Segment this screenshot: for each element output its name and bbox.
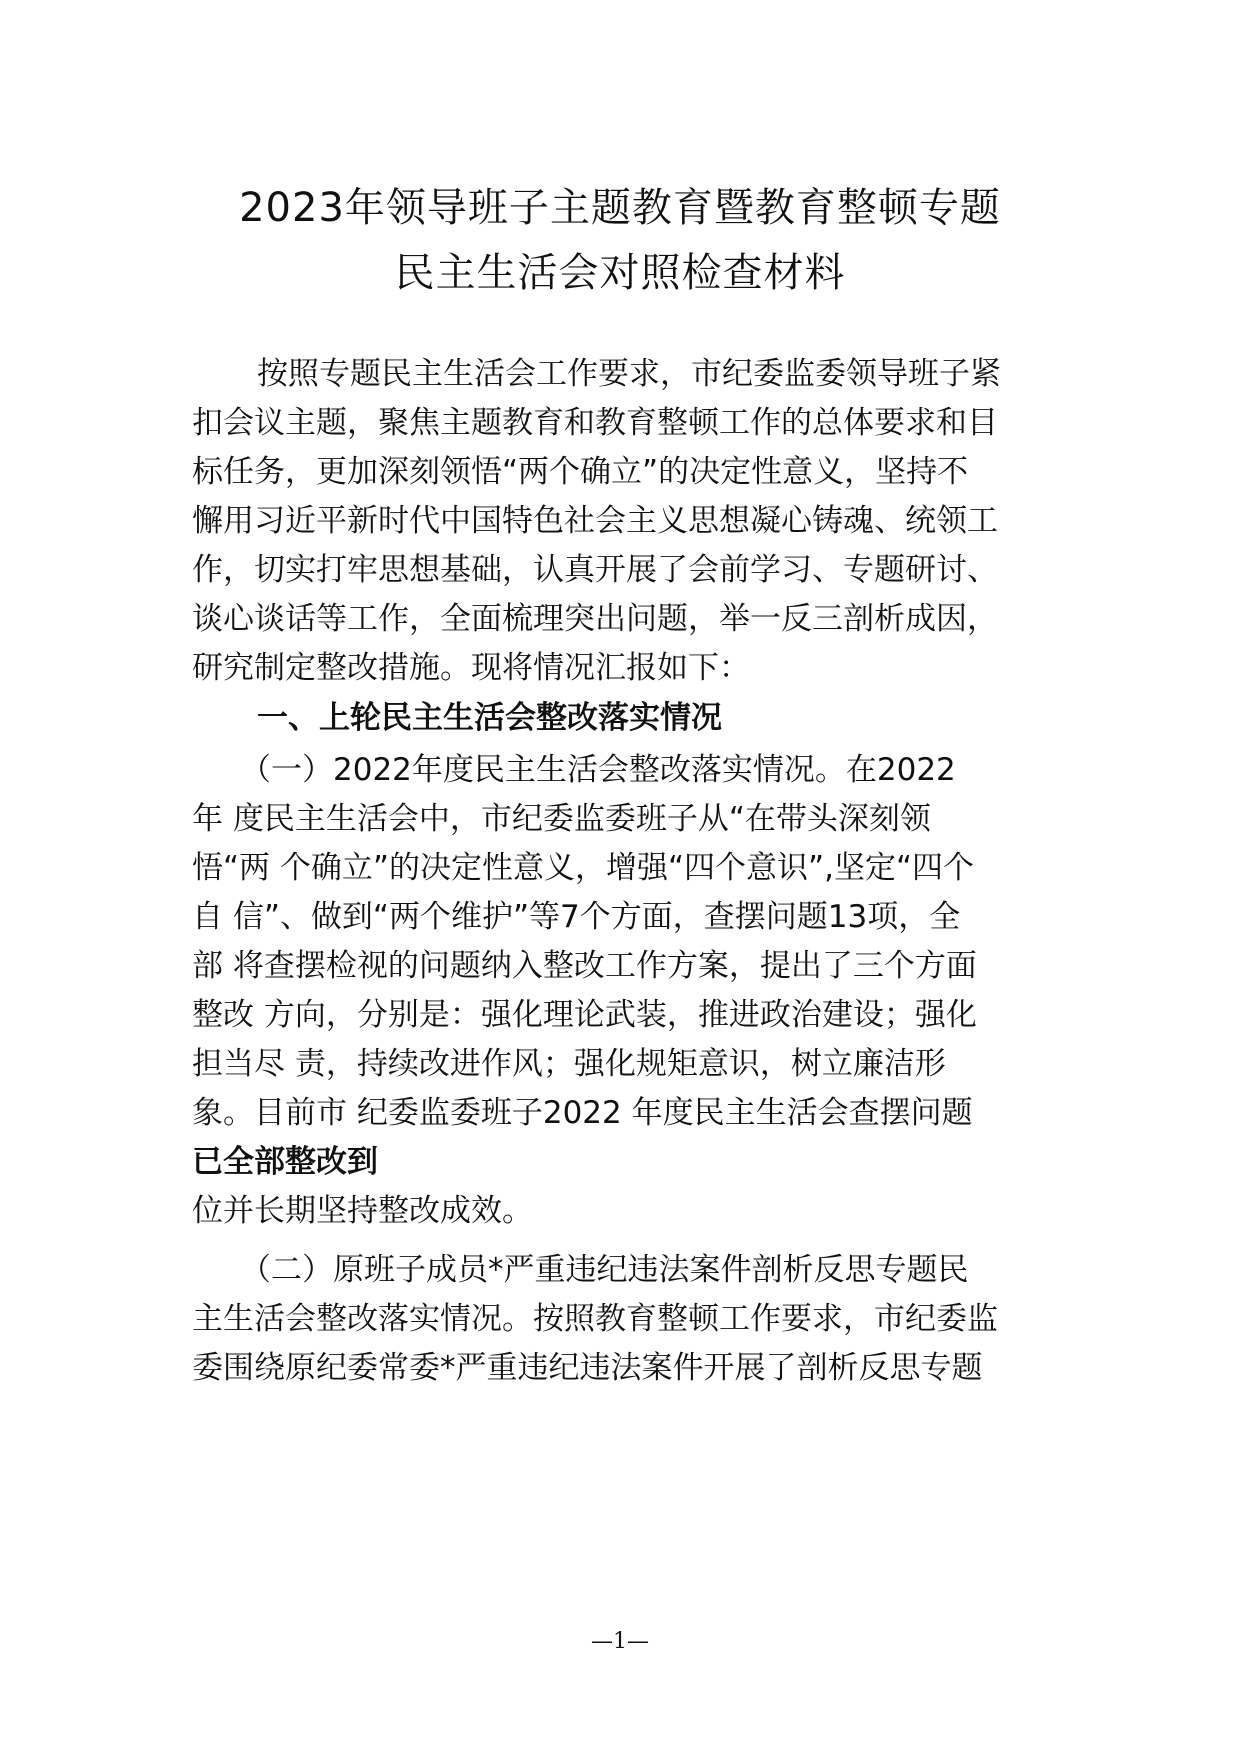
part-2-line-2: 主生活会整改落实情况。按照教育整顿工作要求，市纪委监 xyxy=(192,1301,998,1337)
part-2-line-3: 委围绕原纪委常委*严重违纪违法案件开展了剖析反思专题 xyxy=(192,1350,983,1386)
part-1-line-10: 位并长期坚持整改成效。 xyxy=(192,1193,533,1229)
part-1-line-6: 整改 方向，分别是：强化理论武装，推进政治建设；强化 xyxy=(192,997,977,1033)
section-1-heading: 一、上轮民主生活会整改落实情况 xyxy=(257,700,722,736)
part-1-line-4: 自 信”、做到“两个维护”等7个方面，查摆问题13项，全 xyxy=(192,899,961,935)
intro-line-1: 按照专题民主生活会工作要求，市纪委监委领导班子紧 xyxy=(257,356,1001,392)
part-1-line-9: 已全部整改到 xyxy=(192,1144,378,1180)
part-1-line-5: 部 将查摆检视的问题纳入整改工作方案，提出了三个方面 xyxy=(192,948,977,984)
intro-line-2: 扣会议主题，聚焦主题教育和教育整顿工作的总体要求和目 xyxy=(192,405,998,441)
part-1-line-3: 悟“两 个确立”的决定性意义，增强“四个意识”,坚定“四个 xyxy=(192,850,975,886)
part-2-line-1: （二）原班子成员*严重违纪违法案件剖析反思专题民 xyxy=(240,1252,969,1288)
intro-line-4: 懈用习近平新时代中国特色社会主义思想凝心铸魂、统领工 xyxy=(192,503,998,539)
page-number: —1— xyxy=(591,1629,649,1654)
intro-line-6: 谈心谈话等工作，全面梳理突出问题，举一反三剖析成因， xyxy=(192,601,998,637)
document-title-line-2: 民主生活会对照检查材料 xyxy=(394,250,846,296)
intro-line-5: 作，切实打牢思想基础，认真开展了会前学习、专题研讨、 xyxy=(192,552,998,588)
part-1-line-2: 年 度民主生活会中，市纪委监委班子从“在带头深刻领 xyxy=(192,801,931,837)
part-1-line-7: 担当尽 责，持续改进作风；强化规矩意识，树立廉洁形 xyxy=(192,1046,946,1082)
part-1-line-8: 象。目前市 纪委监委班子2022 年度民主生活会查摆问题 xyxy=(192,1095,973,1131)
intro-line-7: 研究制定整改措施。现将情况汇报如下： xyxy=(192,650,750,686)
document-title-line-1: 2023年领导班子主题教育暨教育整顿专题 xyxy=(239,185,1001,231)
intro-line-3: 标任务，更加深刻领悟“两个确立”的决定性意义，坚持不 xyxy=(192,454,969,490)
part-1-line-1: （一）2022年度民主生活会整改落实情况。在2022 xyxy=(240,752,956,788)
